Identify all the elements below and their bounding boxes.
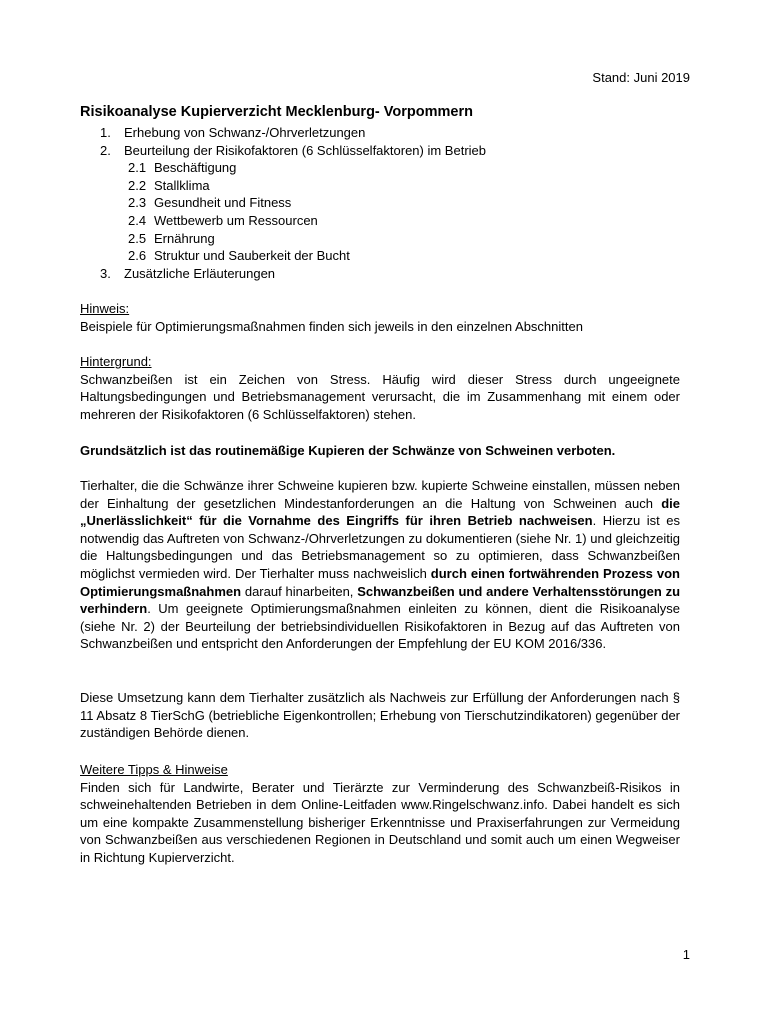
tipps-text: Finden sich für Landwirte, Berater und Tierärzte zur Verminderung des Schwanzbeiß-Risikos in schweinehaltenden Betrieben in dem Online-Leitfaden www.Ringelschwanz.info. Dabei handelt es sich um eine kompakte Zusammenstellung bisheriger Erkenntnisse und Praxiserfahrungen zur Vermeidung von Schwanzbeißen aus verschiedenen Regionen in Deutschland und somit auch um einen Wegweiser in Richtung Kupierverzicht. bbox=[80, 779, 680, 865]
document-title: Risikoanalyse Kupierverzicht Mecklenburg- Vorpommern bbox=[80, 104, 473, 120]
toc-subitem-label: Struktur und Sauberkeit der Bucht bbox=[154, 248, 350, 264]
hintergrund-section bbox=[80, 353, 680, 423]
toc-label: Beurteilung der Risikofaktoren (6 Schlüsselfaktoren) im Betrieb bbox=[124, 142, 487, 158]
toc-subitem bbox=[100, 230, 660, 248]
tierhalter-bold-2: durch einen fortwährenden Prozess von Optimierungsmaßnahmen bbox=[80, 565, 680, 599]
toc-subitem bbox=[100, 247, 660, 265]
toc-subitem-number: 2.1 bbox=[128, 160, 147, 176]
toc-subitem-label: Stallklima bbox=[154, 177, 210, 193]
document-date: Stand: Juni 2019 bbox=[592, 70, 690, 85]
document-page bbox=[80, 0, 690, 1024]
toc-number: 2. bbox=[100, 142, 111, 158]
toc-subitem-number: 2.5 bbox=[128, 230, 147, 246]
umsetzung-paragraph bbox=[80, 689, 680, 742]
toc-item-3 bbox=[100, 265, 660, 283]
hinweis-section bbox=[80, 300, 680, 335]
tipps-section bbox=[80, 761, 680, 867]
tierhalter-text-1: Tierhalter, die die Schwänze ihrer Schweine kupieren bzw. kupierte Schweine einstallen, müssen neben der Einhaltung der gesetzlichen Mindestanforderungen an die Haltung von Schweinen auch bbox=[80, 478, 680, 511]
toc-number: 1. bbox=[100, 125, 111, 140]
toc-label: Erhebung von Schwanz-/Ohrverletzungen bbox=[124, 125, 366, 140]
toc-subitem bbox=[100, 212, 660, 230]
toc-item-1 bbox=[100, 124, 660, 142]
grundsatz-statement bbox=[80, 442, 680, 460]
toc-subitems bbox=[100, 159, 660, 265]
toc-label: Zusätzliche Erläuterungen bbox=[124, 265, 276, 281]
tipps-heading: Weitere Tipps & Hinweise bbox=[80, 762, 228, 777]
tierhalter-bold-3: Schwanzbeißen und andere Verhaltensstörungen zu verhindern bbox=[80, 583, 681, 617]
hintergrund-text: Schwanzbeißen ist ein Zeichen von Stress. Häufig wird dieser Stress durch ungeeignete Haltungsbedingungen und Betriebsmanagement verursacht, die im Zusammenhang mit einem oder mehreren der Risikofaktoren (6 Schlüsselfaktoren) stehen. bbox=[80, 371, 680, 422]
toc-subitem-number: 2.3 bbox=[128, 195, 147, 211]
hintergrund-heading: Hintergrund: bbox=[80, 354, 152, 369]
grundsatz-text: Grundsätzlich ist das routinemäßige Kupieren der Schwänze von Schweinen verboten. bbox=[80, 443, 616, 458]
page-number: 1 bbox=[682, 947, 690, 962]
umsetzung-text: Diese Umsetzung kann dem Tierhalter zusätzlich als Nachweis zur Erfüllung der Anforderungen nach § 11 Absatz 8 TierSchG (betriebliche Eigenkontrollen; Erhebung von Tierschutzindikatoren) gegenüber der zuständigen Behörde dienen. bbox=[80, 690, 680, 741]
toc-number: 3. bbox=[100, 265, 111, 281]
hinweis-heading: Hinweis: bbox=[80, 301, 130, 316]
tierhalter-bold-1: die „Unerlässlichkeit“ für die Vornahme des Eingriffs für ihren Betrieb nachweisen bbox=[80, 495, 680, 529]
table-of-contents bbox=[100, 124, 660, 282]
toc-subitem-number: 2.2 bbox=[128, 177, 147, 193]
tierhalter-paragraph bbox=[80, 477, 680, 653]
tierhalter-text-2: . Hierzu ist es notwendig das Auftreten von Schwanz-/Ohrverletzungen zu dokumentieren (siehe Nr. 1) und gleichzeitig die Haltungsbedingungen und das Betriebsmanagement so zu optimieren, dass Schwanzbeißen möglichst vermieden wird. Der Tierhalter muss nachweislich bbox=[80, 513, 680, 581]
toc-subitem-label: Beschäftigung bbox=[154, 160, 237, 176]
toc-subitem-number: 2.6 bbox=[128, 248, 147, 264]
toc-subitem bbox=[100, 177, 660, 195]
toc-subitem-label: Wettbewerb um Ressourcen bbox=[154, 212, 318, 228]
tierhalter-text-4: . Um geeignete Optimierungsmaßnahmen einleiten zu können, dient die Risikoanalyse (siehe Nr. 2) der Beurteilung der betriebsindividuellen Risikofaktoren in Bezug auf das Auftreten von Schwanzbeißen und entspricht den Anforderungen der Empfehlung der EU KOM 2016/336. bbox=[80, 601, 680, 652]
toc-subitem bbox=[100, 194, 660, 212]
toc-subitem-number: 2.4 bbox=[128, 212, 147, 228]
toc-item-2 bbox=[100, 142, 660, 160]
tierhalter-text-3: darauf hinarbeiten, bbox=[241, 583, 358, 599]
toc-subitem-label: Gesundheit und Fitness bbox=[154, 195, 292, 211]
toc-subitem bbox=[100, 159, 660, 177]
toc-subitem-label: Ernährung bbox=[154, 230, 215, 246]
hinweis-text: Beispiele für Optimierungsmaßnahmen finden sich jeweils in den einzelnen Abschnitten bbox=[80, 318, 583, 334]
